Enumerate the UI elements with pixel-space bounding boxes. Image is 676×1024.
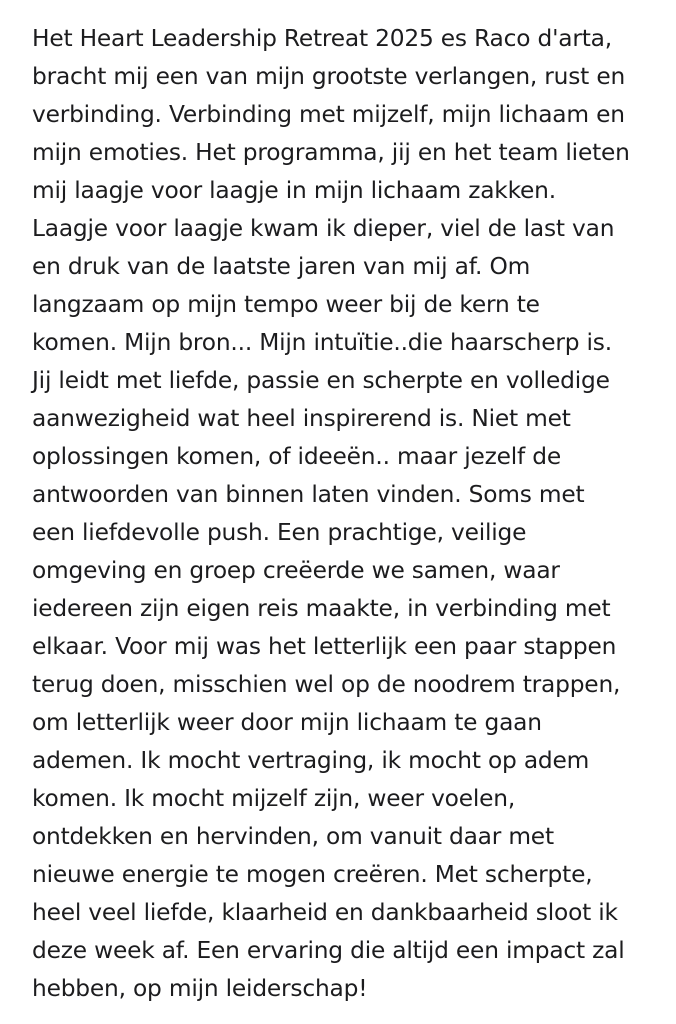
text-line: nieuwe energie te mogen creëren. Met scherpte, bbox=[32, 861, 593, 888]
text-line: komen. Ik mocht mijzelf zijn, weer voelen, bbox=[32, 785, 516, 812]
text-line: aanwezigheid wat heel inspirerend is. Niet met bbox=[32, 405, 571, 432]
text-line: ademen. Ik mocht vertraging, ik mocht op adem bbox=[32, 747, 590, 774]
text-line: hebben, op mijn leiderschap! bbox=[32, 975, 368, 1002]
text-line: bracht mij een van mijn grootste verlangen, rust en bbox=[32, 63, 626, 90]
text-line: elkaar. Voor mij was het letterlijk een paar stappen bbox=[32, 633, 617, 660]
text-line: langzaam op mijn tempo weer bij de kern te bbox=[32, 291, 540, 318]
text-line: Jij leidt met liefde, passie en scherpte en volledige bbox=[32, 367, 610, 394]
text-line: een liefdevolle push. Een prachtige, veilige bbox=[32, 519, 527, 546]
text-line: komen. Mijn bron... Mijn intuïtie..die haarscherp is. bbox=[32, 329, 612, 356]
text-line: mijn emoties. Het programma, jij en het team lieten bbox=[32, 139, 630, 166]
text-line: omgeving en groep creëerde we samen, waar bbox=[32, 557, 560, 584]
text-line: heel veel liefde, klaarheid en dankbaarheid sloot ik bbox=[32, 899, 618, 926]
text-line: Laagje voor laagje kwam ik dieper, viel de last van bbox=[32, 215, 615, 242]
text-line: deze week af. Een ervaring die altijd een impact zal bbox=[32, 937, 625, 964]
text-line: mij laagje voor laagje in mijn lichaam zakken. bbox=[32, 177, 556, 204]
text-line: antwoorden van binnen laten vinden. Soms met bbox=[32, 481, 585, 508]
text-line: en druk van de laatste jaren van mij af. Om bbox=[32, 253, 531, 280]
text-line: om letterlijk weer door mijn lichaam te gaan bbox=[32, 709, 542, 736]
text-line: terug doen, misschien wel op de noodrem trappen, bbox=[32, 671, 621, 698]
text-line: ontdekken en hervinden, om vanuit daar met bbox=[32, 823, 554, 850]
text-line: Het Heart Leadership Retreat 2025 es Raco d'arta, bbox=[32, 25, 612, 52]
text-line: iedereen zijn eigen reis maakte, in verbinding met bbox=[32, 595, 611, 622]
text-line: oplossingen komen, of ideeën.. maar jezelf de bbox=[32, 443, 561, 470]
testimonial-text bbox=[32, 20, 652, 1008]
text-line: verbinding. Verbinding met mijzelf, mijn lichaam en bbox=[32, 101, 625, 128]
